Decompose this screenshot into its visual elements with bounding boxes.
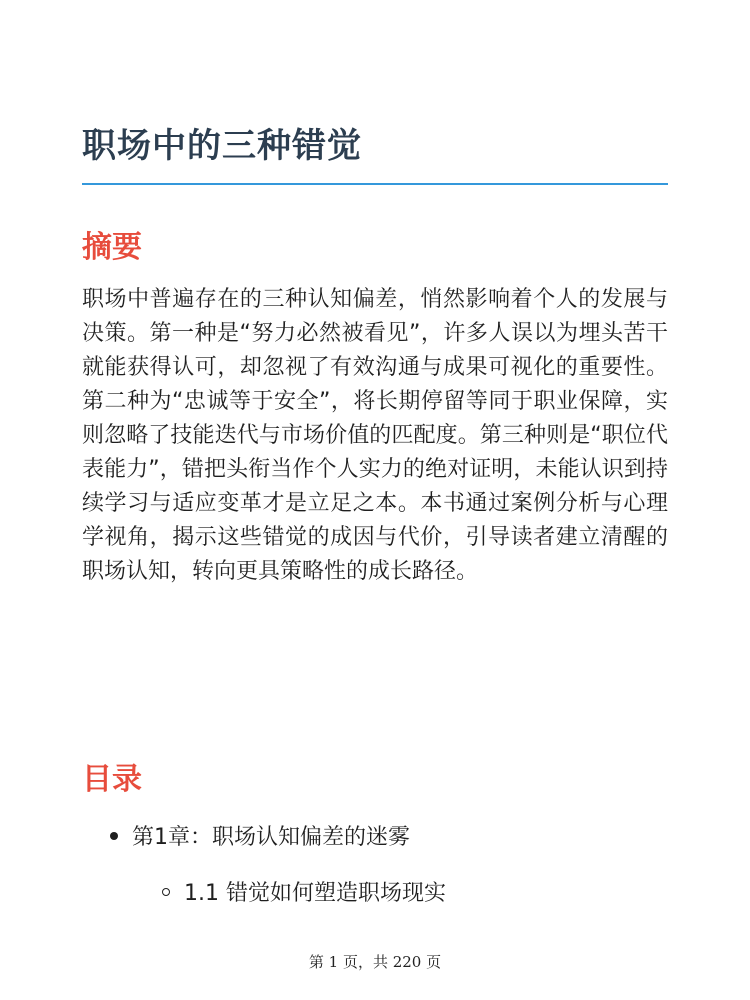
title-divider <box>82 183 668 185</box>
toc-item-label: 第1章：职场认知偏差的迷雾 <box>132 825 410 850</box>
toc-item-label: 1.1 错觉如何塑造职场现实 <box>184 881 446 906</box>
page-footer: 第 1 页，共 220 页 <box>308 953 442 971</box>
abstract-heading: 摘要 <box>82 230 142 265</box>
toc-heading: 目录 <box>82 762 142 797</box>
toc-item-section-1-1[interactable] <box>162 876 446 907</box>
toc-item-chapter-1[interactable] <box>110 820 410 851</box>
document-title: 职场中的三种错觉 <box>82 126 362 166</box>
bullet-circle-icon <box>162 888 170 896</box>
abstract-paragraph: 职场中普遍存在的三种认知偏差，悄然影响着个人的发展与决策。第一种是“努力必然被看见”，许多人误以为埋头苦干就能获得认可，却忽视了有效沟通与成果可视化的重要性。第二种为“忠诚等于安全”，将长期停留等同于职业保障，实则忽略了技能迭代与市场价值的匹配度。第三种则是“职位代表能力”，错把头衔当作个人实力的绝对证明，未能认识到持续学习与适应变革才是立足之本。本书通过案例分析与心理学视角，揭示这些错觉的成因与代价，引导读者建立清醒的职场认知，转向更具策略性的成长路径。 <box>82 287 668 584</box>
bullet-disc-icon <box>110 832 118 840</box>
